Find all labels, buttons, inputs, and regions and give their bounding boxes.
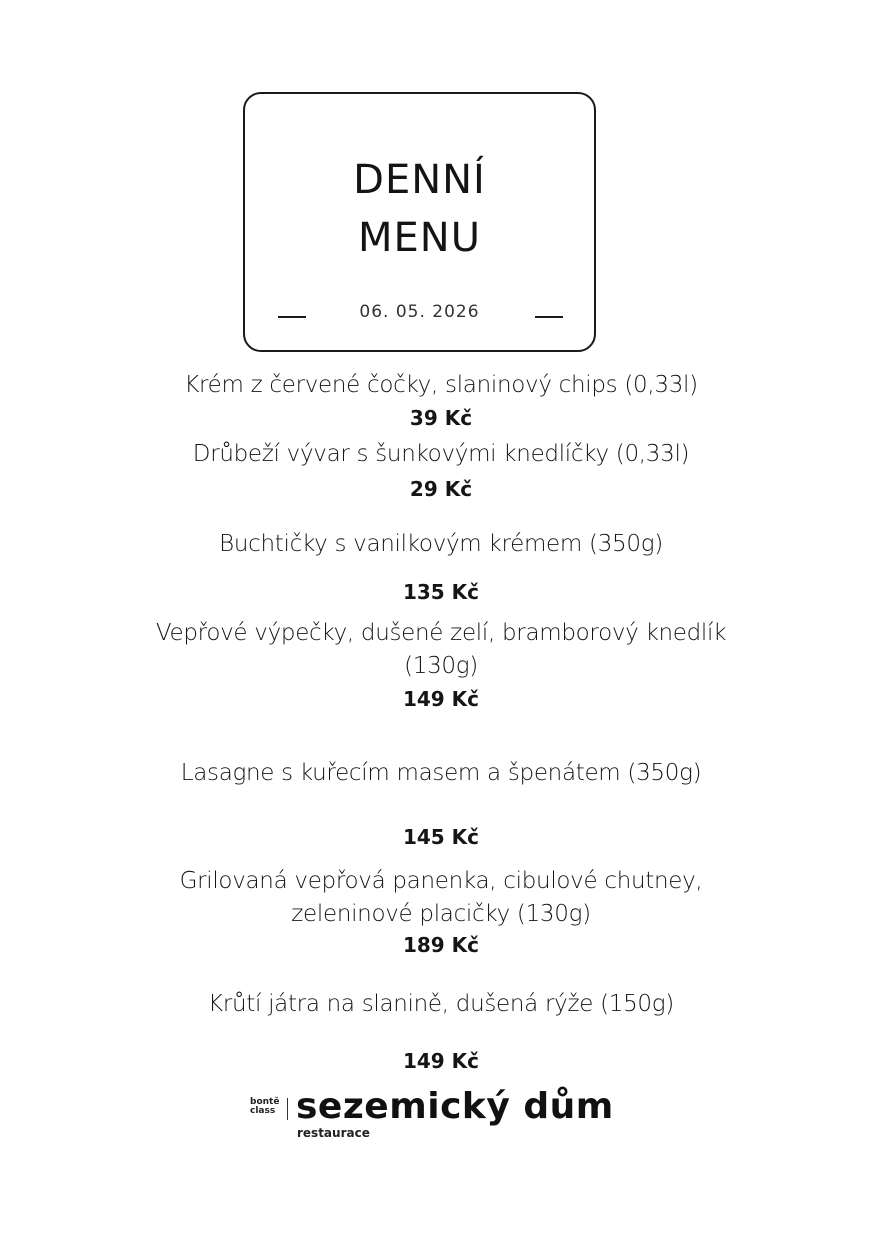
logo-tag-line1: bontě	[250, 1097, 280, 1107]
dish-price-7: 149 Kč	[402, 1049, 480, 1073]
dish-name-6-line2: zeleninové placičky (130g)	[291, 901, 591, 927]
dish-price-2: 29 Kč	[409, 477, 473, 501]
logo-tag-line2: class	[250, 1106, 276, 1116]
menu-title-line2: MENU	[358, 215, 481, 261]
dish-price-3: 135 Kč	[402, 580, 480, 604]
dish-name-7: Krůtí játra na slanině, dušená rýže (150g)	[208, 991, 674, 1017]
restaurant-logo	[250, 1086, 614, 1142]
dish-name-6-line1: Grilovaná vepřová panenka, cibulové chutney,	[179, 868, 703, 894]
dish-name-4-line2: (130g)	[404, 653, 478, 679]
dish-price-5: 145 Kč	[402, 825, 480, 849]
dish-name-1: Krém z červené čočky, slaninový chips (0,33l)	[184, 372, 698, 398]
dish-name-3: Buchtičky s vanilkovým krémem (350g)	[219, 531, 663, 557]
logo-name: sezemický dům	[296, 1086, 614, 1127]
dish-name-2: Drůbeží vývar s šunkovými knedlíčky (0,33l)	[192, 441, 690, 467]
logo-subtitle: restaurace	[297, 1126, 370, 1140]
dish-name-5: Lasagne s kuřecím masem a špenátem (350g)	[180, 760, 702, 786]
dish-price-6: 189 Kč	[402, 933, 480, 957]
logo-tag	[250, 1098, 279, 1116]
menu-date: 06. 05. 2026	[359, 302, 480, 322]
logo-separator	[287, 1098, 288, 1120]
right-dash-decoration	[535, 316, 563, 318]
dish-price-4: 149 Kč	[402, 687, 480, 711]
menu-header-box	[243, 92, 596, 352]
dish-price-1: 39 Kč	[409, 406, 473, 430]
dish-name-4-line1: Vepřové výpečky, dušené zelí, bramborový knedlík	[155, 620, 727, 646]
menu-title-line1: DENNÍ	[353, 157, 486, 203]
